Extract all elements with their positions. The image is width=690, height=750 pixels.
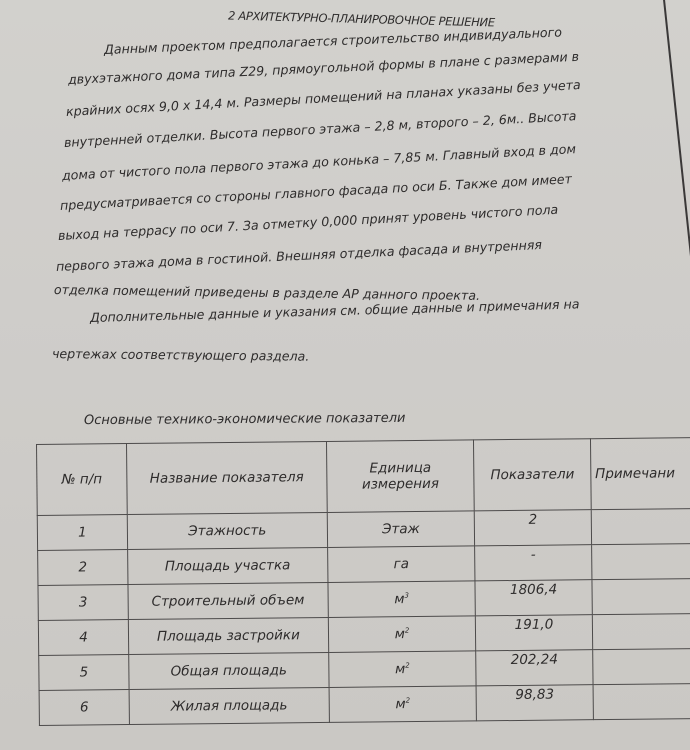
cell-num: 2 bbox=[38, 550, 128, 586]
table-title: Основные технико-экономические показатели bbox=[83, 410, 406, 429]
text-line: выход на террасу по оси 7. За отметку 0,000 принят уровень чистого пола bbox=[57, 201, 559, 243]
cell-num: 5 bbox=[39, 655, 129, 691]
cell-num: 4 bbox=[38, 620, 128, 656]
header-unit bbox=[326, 440, 474, 513]
cell-name: Площадь застройки bbox=[128, 617, 328, 654]
header-num: № п/п bbox=[37, 444, 128, 516]
header-note: Примечани bbox=[590, 437, 690, 509]
cell-note bbox=[592, 648, 690, 684]
text-line: Данным проектом предполагается строительство индивидуального bbox=[103, 24, 563, 57]
cell-note bbox=[592, 578, 690, 614]
cell-value: - bbox=[475, 545, 592, 581]
header-unit-line1: Единица bbox=[369, 459, 432, 477]
text-line: дома от чистого пола первого этажа до конька – 7,85 м. Главный вход в дом bbox=[61, 141, 577, 183]
cell-value: 2 bbox=[475, 510, 592, 546]
cell-name: Площадь участка bbox=[128, 547, 328, 584]
cell-unit: $м^2$ bbox=[329, 686, 477, 723]
cell-num: 1 bbox=[37, 515, 127, 551]
page-edge bbox=[662, 0, 690, 288]
table-row bbox=[39, 683, 690, 725]
cell-unit: $м^2$ bbox=[328, 651, 476, 688]
cell-note bbox=[592, 613, 690, 649]
cell-value: 191,0 bbox=[476, 615, 593, 651]
cell-unit: га bbox=[327, 546, 475, 583]
cell-num: 6 bbox=[39, 690, 129, 726]
cell-note bbox=[593, 683, 690, 719]
text-line: крайних осях 9,0 х 14,4 м. Размеры помещений на планах указаны без учета bbox=[65, 77, 582, 119]
cell-value: 98,83 bbox=[476, 685, 593, 721]
cell-value: 1806,4 bbox=[475, 580, 592, 616]
cell-name: Этажность bbox=[127, 512, 327, 549]
cell-note bbox=[591, 543, 690, 579]
text-line: чертежах соответствующего раздела. bbox=[51, 346, 310, 364]
section-heading: 2 АРХИТЕКТУРНО-ПЛАНИРОВОЧНОЕ РЕШЕНИЕ bbox=[227, 8, 495, 30]
text-line: первого этажа дома в гостиной. Внешняя отделка фасада и внутренняя bbox=[55, 236, 543, 274]
text-line: двухэтажного дома типа Z29, прямоугольной формы в плане с размерами в bbox=[67, 48, 580, 87]
cell-name: Жилая площадь bbox=[129, 687, 329, 724]
text-line: отделка помещений приведены в разделе АР данного проекта. bbox=[53, 282, 481, 303]
cell-num: 3 bbox=[38, 585, 128, 621]
cell-name: Строительный объем bbox=[128, 582, 328, 619]
indicators-table bbox=[36, 437, 690, 726]
cell-unit: $м^2$ bbox=[328, 616, 476, 653]
cell-unit: Этаж bbox=[327, 511, 475, 548]
text-line: внутренней отделки. Высота первого этажа – 2,8 м, второго – 2, 6м.. Высота bbox=[63, 108, 577, 150]
header-unit-line2: измерения bbox=[361, 475, 440, 493]
header-name: Название показателя bbox=[126, 441, 327, 514]
table-header-row bbox=[37, 437, 690, 515]
cell-name: Общая площадь bbox=[129, 652, 329, 689]
cell-unit: $м^3$ bbox=[328, 581, 476, 618]
cell-note bbox=[591, 508, 690, 544]
text-line: Дополнительные данные и указания см. общие данные и примечания на bbox=[89, 296, 580, 325]
cell-value: 202,24 bbox=[476, 650, 593, 686]
text-line: предусматривается со стороны главного фасада по оси Б. Также дом имеет bbox=[59, 171, 573, 213]
header-value: Показатели bbox=[474, 439, 591, 511]
